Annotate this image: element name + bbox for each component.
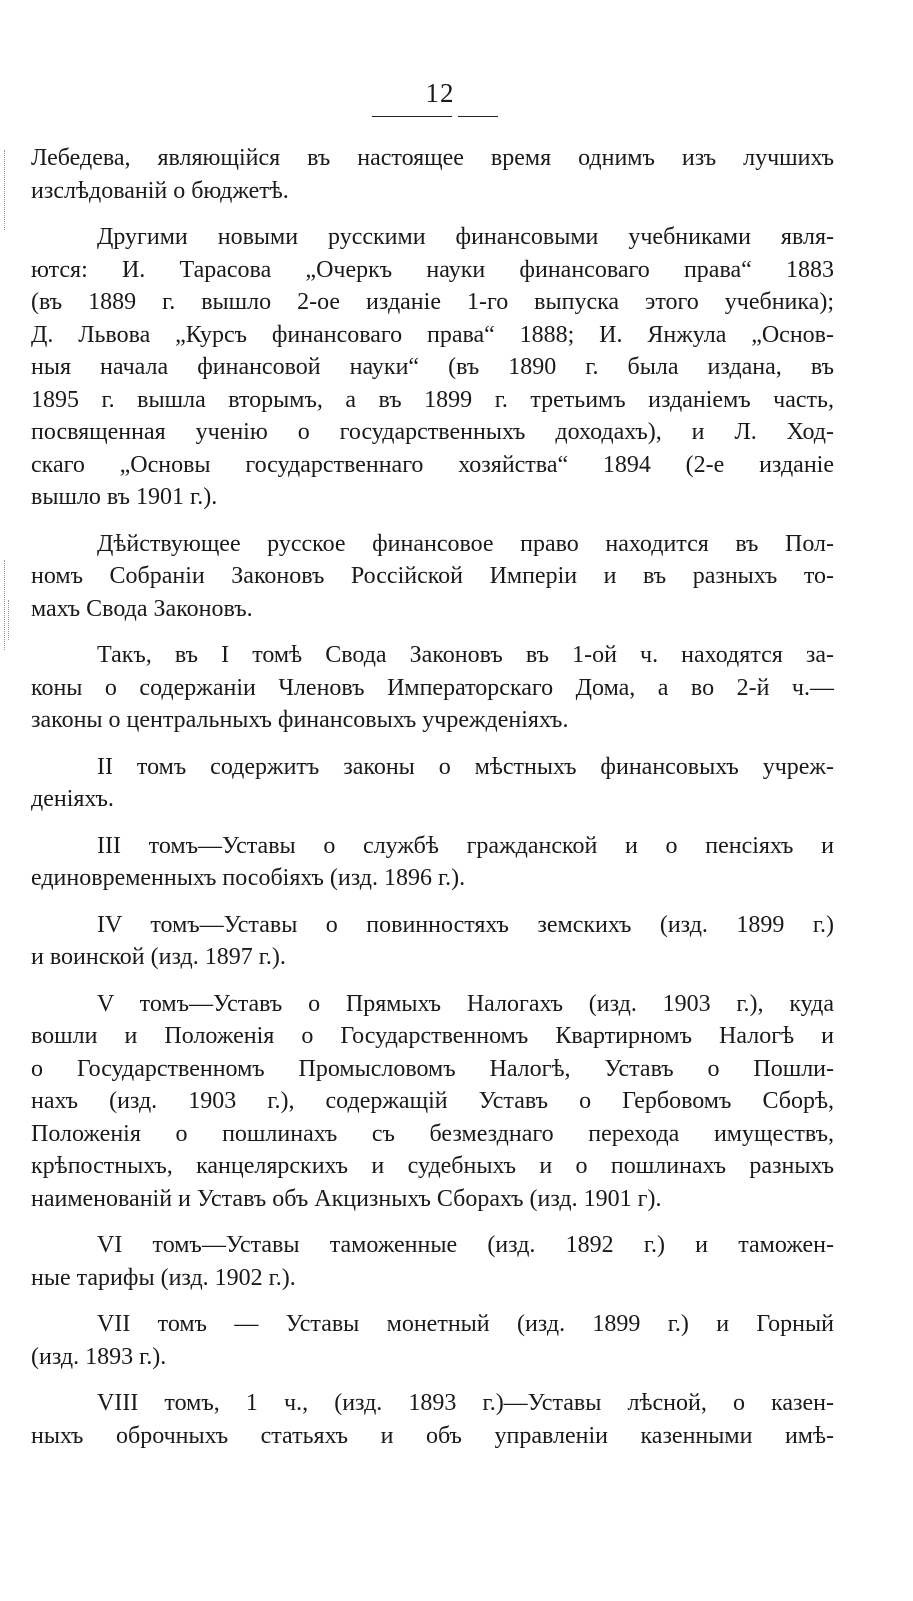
text-line: наименованій и Уставъ объ Акцизныхъ Сборахъ (изд. 1901 г). [31, 1185, 662, 1212]
text-line: о Государственномъ Промысловомъ Налогѣ, Уставъ о Пошли- [31, 1055, 834, 1082]
text-line: VIII томъ, 1 ч., (изд. 1893 г.)—Уставы лѣсной, о казен- [97, 1390, 834, 1416]
body-text [31, 142, 834, 1466]
text-line: вошли и Положенія о Государственномъ Квартирномъ Налогѣ и [31, 1023, 834, 1049]
text-line: Такъ, въ I томѣ Свода Законовъ въ 1-ой ч. находятся за- [97, 642, 834, 668]
text-line: (изд. 1893 г.). [31, 1343, 167, 1370]
paragraph [31, 1229, 834, 1294]
text-line: Положенія о пошлинахъ съ безмезднаго перехода имуществъ, [31, 1120, 834, 1147]
text-line: IV томъ—Уставы о повинностяхъ земскихъ (изд. 1899 г.) [97, 911, 834, 938]
paragraph [31, 142, 834, 207]
text-line: махъ Свода Законовъ. [31, 595, 253, 622]
paragraph [31, 221, 834, 514]
paragraph [31, 751, 834, 816]
paragraph [31, 528, 834, 626]
binding-mark [4, 150, 5, 230]
text-line: Лебедева, являющійся въ настоящее время однимъ изъ лучшихъ [31, 145, 834, 171]
text-line: и воинской (изд. 1897 г.). [31, 944, 286, 970]
page-number: 12 [425, 78, 455, 108]
text-line: ныхъ оброчныхъ статьяхъ и объ управленіи казенными имѣ- [31, 1422, 834, 1449]
text-line: посвященная ученію о государственныхъ доходахъ), и Л. Ход- [31, 419, 834, 445]
text-line: номъ Собраніи Законовъ Россійской Имперіи и въ разныхъ то- [31, 563, 834, 589]
text-line: (въ 1889 г. вышло 2-ое изданіе 1-го выпуска этого учебника); [31, 289, 834, 315]
page-number-rule [372, 116, 452, 117]
text-line: VI томъ—Уставы таможенные (изд. 1892 г.) и таможен- [97, 1232, 834, 1258]
text-line: Дѣйствующее русское финансовое право находится въ Пол- [97, 530, 834, 557]
text-line: III томъ—Уставы о службѣ гражданской и о пенсіяхъ и [97, 832, 834, 859]
text-line: коны о содержаніи Членовъ Императорскаго Дома, а во 2-й ч.— [31, 674, 834, 701]
text-line: изслѣдованій о бюджетѣ. [31, 177, 289, 204]
text-line: II томъ содержитъ законы о мѣстныхъ финансовыхъ учреж- [97, 753, 834, 780]
paragraph [31, 909, 834, 974]
binding-mark [8, 600, 9, 640]
binding-mark [4, 560, 5, 650]
text-line: нахъ (изд. 1903 г.), содержащій Уставъ о Гербовомъ Сборѣ, [31, 1088, 834, 1114]
text-line: Д. Львова „Курсъ финансоваго права“ 1888; И. Янжула „Основ- [31, 321, 834, 348]
text-line: Другими новыми русскими финансовыми учебниками явля- [97, 224, 834, 250]
text-line: VII томъ — Уставы монетный (изд. 1899 г.) и Горный [97, 1311, 834, 1337]
text-line: ются: И. Тарасова „Очеркъ науки финансоваго права“ 1883 [31, 256, 834, 283]
paragraph [31, 830, 834, 895]
paragraph [31, 988, 834, 1216]
paragraph [31, 1387, 834, 1452]
text-line: законы о центральныхъ финансовыхъ учрежденіяхъ. [31, 707, 569, 733]
paragraph [31, 1308, 834, 1373]
text-line: 1895 г. вышла вторымъ, а въ 1899 г. третьимъ изданіемъ часть, [31, 386, 834, 413]
text-line: деніяхъ. [31, 786, 114, 812]
paragraph [31, 639, 834, 737]
text-line: ныя начала финансовой науки“ (въ 1890 г. была издана, въ [31, 354, 834, 380]
page-number-rule [458, 116, 498, 117]
text-line: V томъ—Уставъ о Прямыхъ Налогахъ (изд. 1903 г.), куда [97, 990, 834, 1017]
text-line: крѣпостныхъ, канцелярскихъ и судебныхъ и о пошлинахъ разныхъ [31, 1153, 834, 1179]
text-line: ные тарифы (изд. 1902 г.). [31, 1264, 296, 1291]
text-line: скаго „Основы государственнаго хозяйства“ 1894 (2-е изданіе [31, 451, 834, 478]
text-line: единовременныхъ пособіяхъ (изд. 1896 г.). [31, 865, 466, 891]
text-line: вышло въ 1901 г.). [31, 484, 218, 510]
